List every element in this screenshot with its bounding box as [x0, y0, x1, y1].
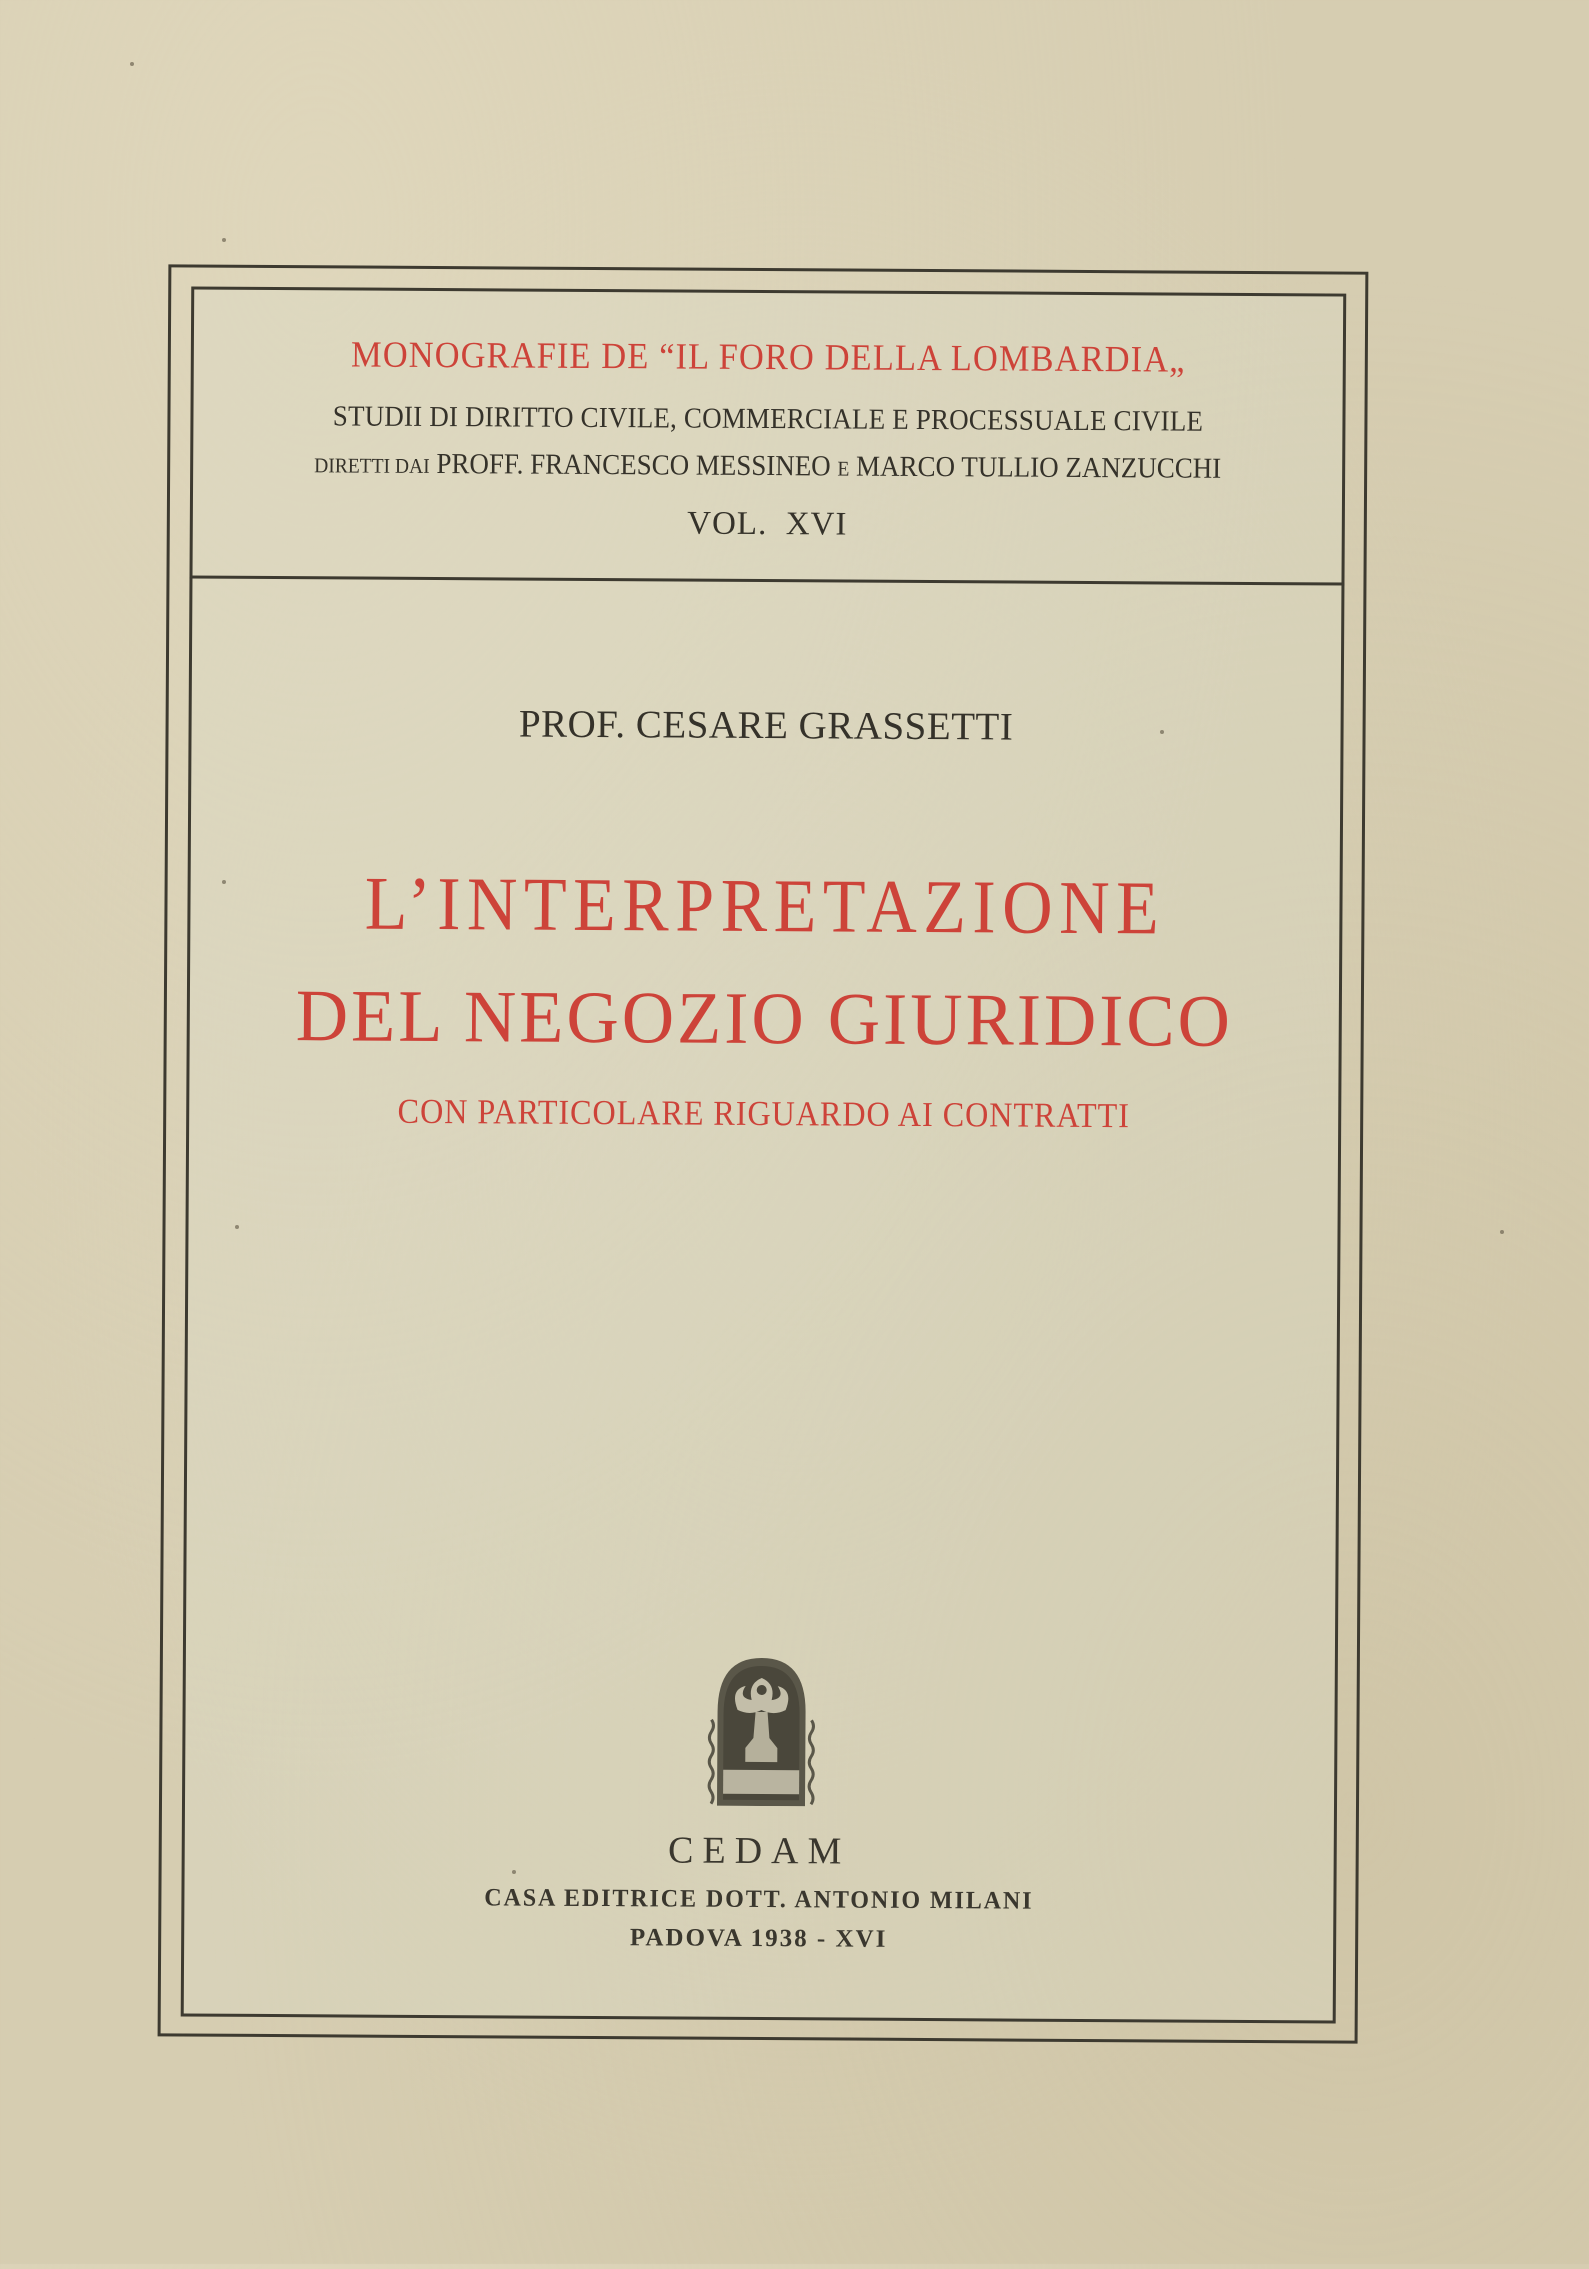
- paper-speck: [512, 1870, 516, 1874]
- editors-name-2: MARCO TULLIO ZANZUCCHI: [856, 450, 1222, 485]
- editors-prefix: DIRETTI DAI: [314, 453, 430, 478]
- publisher-full-name: CASA EDITRICE DOTT. ANTONIO MILANI: [484, 1884, 1034, 1915]
- editors-name-1: FRANCESCO MESSINEO: [530, 448, 831, 483]
- editors-and: E: [837, 456, 850, 481]
- editors-prof: PROFF.: [436, 448, 524, 481]
- author-name: CESARE GRASSETTI: [635, 703, 1014, 749]
- paper-speck: [222, 880, 226, 884]
- series-title: MONOGRAFIE DE “IL FORO DELLA LOMBARDIA„: [350, 334, 1186, 381]
- author: [188, 700, 1343, 752]
- paper-speck: [1160, 730, 1164, 734]
- paper-speck: [235, 1225, 239, 1229]
- paper-speck: [130, 62, 134, 66]
- paper-speck: [1500, 1230, 1504, 1234]
- book-title-line-2: DEL NEGOZIO GIURIDICO: [295, 975, 1234, 1063]
- volume-number: [190, 503, 1345, 547]
- volume-label: VOL.: [687, 505, 768, 543]
- author-prefix: PROF.: [518, 702, 626, 747]
- book-title-line-1: L’INTERPRETAZIONE: [364, 861, 1166, 951]
- imprint: PADOVA 1938 - XVI: [629, 1924, 888, 1953]
- series-subtitle: STUDII DI DIRITTO CIVILE, COMMERCIALE E PROCESSUALE CIVILE: [332, 400, 1204, 438]
- cedam-emblem-icon: [707, 1650, 816, 1807]
- publisher-name: CEDAM: [667, 1829, 851, 1873]
- series-editors: [231, 447, 1305, 487]
- paper-speck: [222, 238, 226, 242]
- volume-value: XVI: [785, 506, 848, 543]
- book-subtitle: CON PARTICOLARE RIGUARDO AI CONTRATTI: [397, 1091, 1130, 1136]
